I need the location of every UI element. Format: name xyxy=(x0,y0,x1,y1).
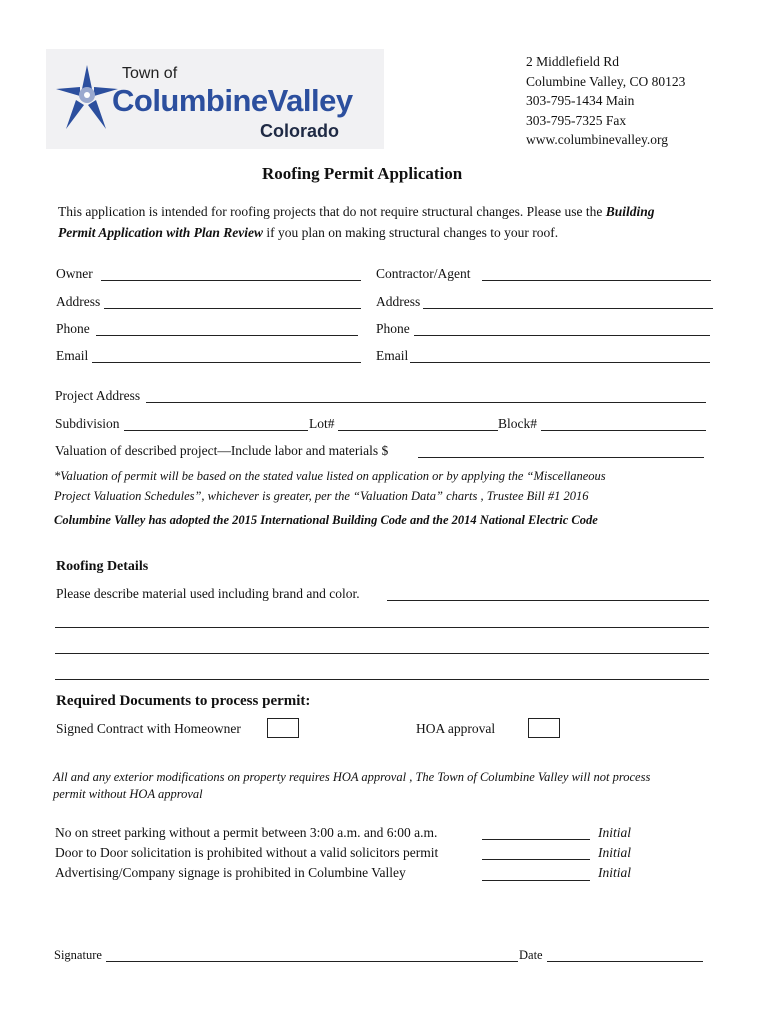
valuation-label: Valuation of described project—Include labor and materials $ xyxy=(55,443,389,458)
valuation-field[interactable] xyxy=(418,457,704,458)
contractor-email-field[interactable] xyxy=(410,362,710,363)
hoa-note-line-2: permit without HOA approval xyxy=(53,787,203,801)
rule-parking-initial-field[interactable] xyxy=(482,839,590,840)
lot-field[interactable] xyxy=(338,430,498,431)
valuation-note-line-2: Project Valuation Schedules”, whichever is greater, per the “Valuation Data” charts , Trustee Bill #1 2016 xyxy=(54,489,589,503)
subdivision-label: Subdivision xyxy=(55,416,120,431)
valuation-note-line-1: *Valuation of permit will be based on the stated value listed on application or by applying the “Miscellaneous xyxy=(54,469,606,483)
rule-solicitation-initial-field[interactable] xyxy=(482,859,590,860)
hoa-approval-label: HOA approval xyxy=(416,721,496,736)
page-title: Roofing Permit Application xyxy=(262,164,463,183)
contractor-email-label: Email xyxy=(376,348,409,363)
intro-text-1: This application is intended for roofing projects that do not require structural changes. Please use the xyxy=(58,204,606,219)
lot-label: Lot# xyxy=(309,416,335,431)
owner-address-field[interactable] xyxy=(104,308,361,309)
intro-text-2: if you plan on making structural changes to your roof. xyxy=(263,225,559,240)
owner-email-field[interactable] xyxy=(92,362,361,363)
block-label: Block# xyxy=(498,416,537,431)
address-street: 2 Middlefield Rd xyxy=(526,54,619,69)
intro-line-1 xyxy=(58,204,655,220)
contractor-address-label: Address xyxy=(376,294,421,309)
owner-phone-field[interactable] xyxy=(96,335,358,336)
signed-contract-checkbox[interactable] xyxy=(267,718,299,738)
date-field[interactable] xyxy=(547,961,703,962)
contractor-address-field[interactable] xyxy=(423,308,713,309)
address-city: Columbine Valley, CO 80123 xyxy=(526,73,686,89)
roofing-material-field-1[interactable] xyxy=(387,600,709,601)
intro-bold-1: Building xyxy=(605,204,655,219)
town-address xyxy=(526,52,685,150)
contractor-field[interactable] xyxy=(482,280,711,281)
rule-signage-initial-field[interactable] xyxy=(482,880,590,881)
roofing-material-prompt: Please describe material used including brand and color. xyxy=(56,586,360,601)
town-logo xyxy=(46,49,384,149)
contractor-phone-label: Phone xyxy=(376,321,410,336)
hoa-note-line-1: All and any exterior modifications on property requires HOA approval , The Town of Columbine Valley will not process xyxy=(53,770,651,784)
contractor-phone-field[interactable] xyxy=(414,335,710,336)
signature-label: Signature xyxy=(54,948,102,962)
block-field[interactable] xyxy=(541,430,706,431)
logo-name-text: ColumbineValley xyxy=(112,83,353,118)
signed-contract-label: Signed Contract with Homeowner xyxy=(56,721,241,736)
rule-solicitation-initial-label: Initial xyxy=(598,845,631,860)
date-label: Date xyxy=(519,948,543,962)
contractor-label: Contractor/Agent xyxy=(376,266,471,281)
project-address-field[interactable] xyxy=(146,402,706,403)
intro-line-2 xyxy=(58,225,558,241)
address-fax: 303-795-7325 Fax xyxy=(526,112,627,128)
owner-field[interactable] xyxy=(101,280,361,281)
owner-email-label: Email xyxy=(56,348,89,363)
code-adoption-note: Columbine Valley has adopted the 2015 International Building Code and the 2014 National Electric Code xyxy=(54,513,598,527)
rule-parking-initial-label: Initial xyxy=(598,825,631,840)
owner-phone-label: Phone xyxy=(56,321,90,336)
columbine-flower-icon xyxy=(54,63,120,133)
rule-parking: No on street parking without a permit between 3:00 a.m. and 6:00 a.m. xyxy=(55,825,438,840)
rule-signage: Advertising/Company signage is prohibited in Columbine Valley xyxy=(55,865,406,880)
owner-address-label: Address xyxy=(56,294,101,309)
owner-label: Owner xyxy=(56,266,93,281)
roofing-details-heading: Roofing Details xyxy=(56,559,149,574)
intro-bold-2: Permit Application with Plan Review xyxy=(58,225,264,240)
address-phone-main: 303-795-1434 Main xyxy=(526,93,635,108)
logo-state-text: Colorado xyxy=(260,121,339,141)
roofing-material-field-2[interactable] xyxy=(55,627,709,628)
project-address-label: Project Address xyxy=(55,388,141,403)
address-website: www.columbinevalley.org xyxy=(526,132,668,147)
required-documents-heading: Required Documents to process permit: xyxy=(56,693,311,709)
signature-field[interactable] xyxy=(106,961,518,962)
logo-town-text: Town of xyxy=(122,65,178,82)
hoa-approval-checkbox[interactable] xyxy=(528,718,560,738)
roofing-material-field-3[interactable] xyxy=(55,653,709,654)
roofing-material-field-4[interactable] xyxy=(55,679,709,680)
rule-signage-initial-label: Initial xyxy=(598,865,631,880)
rule-solicitation: Door to Door solicitation is prohibited without a valid solicitors permit xyxy=(55,845,439,860)
subdivision-field[interactable] xyxy=(124,430,308,431)
